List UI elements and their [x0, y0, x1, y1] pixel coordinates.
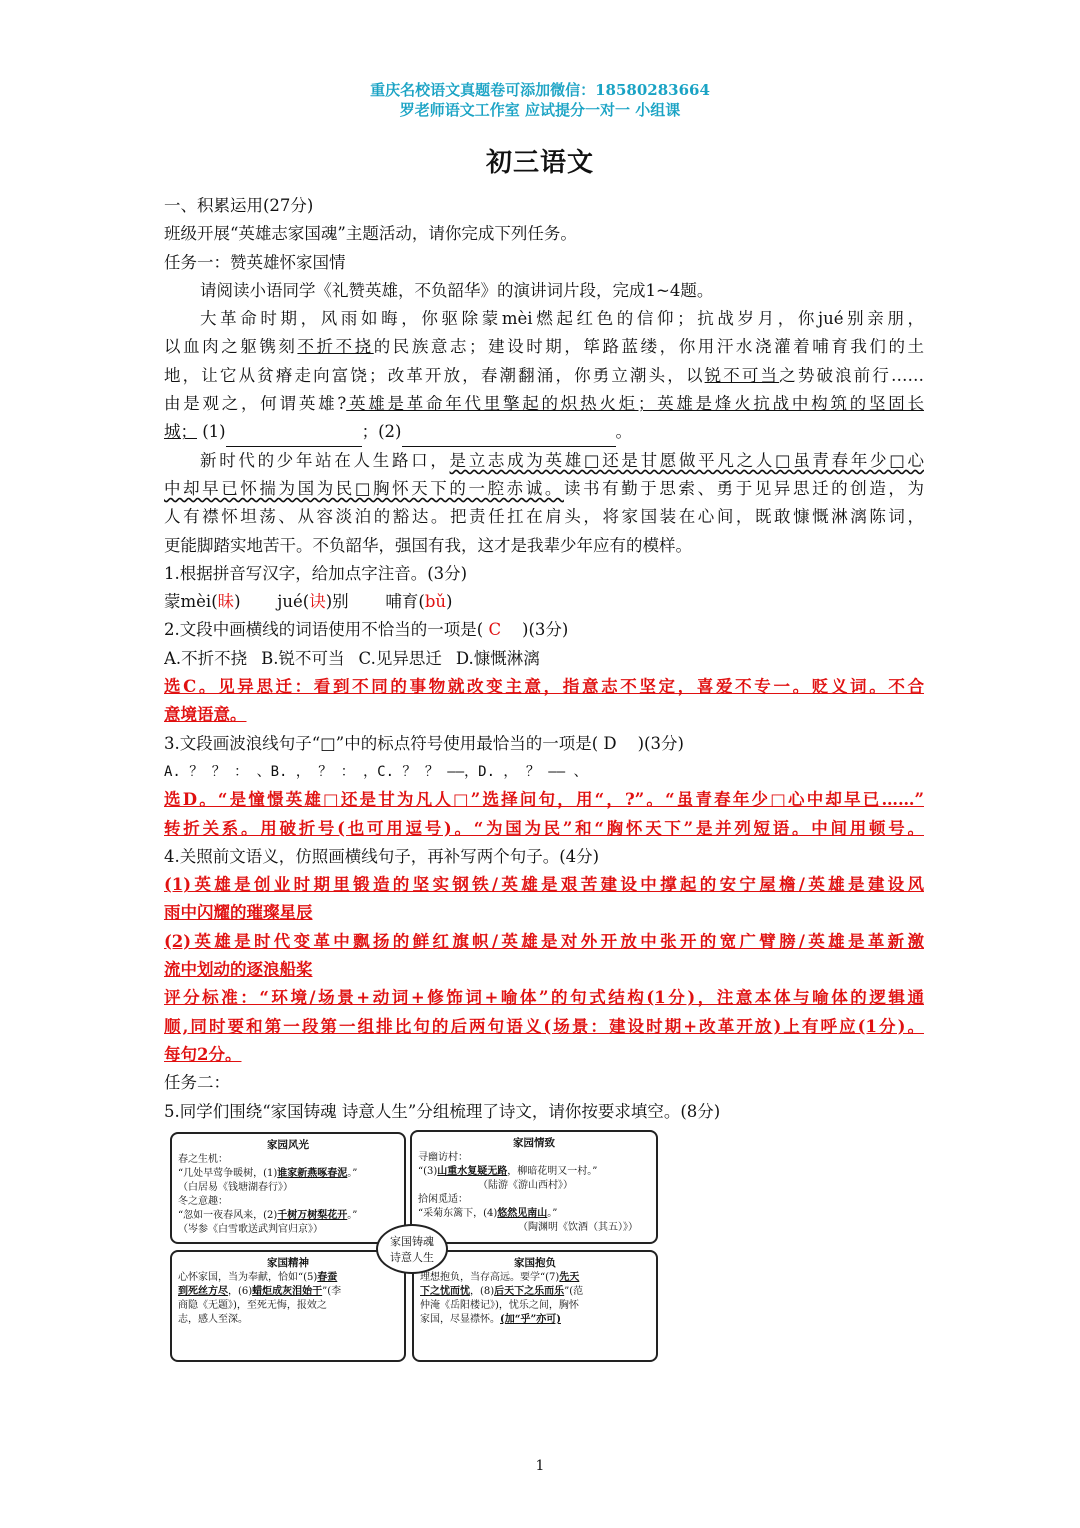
box-text: “忽如一夜春风来，(2)千树万树梨花开。” [178, 1210, 358, 1221]
task1-heading: 任务一：赞英雄怀家国情 [164, 252, 346, 272]
question-3-options: A. ？ ？ ： 、B. ， ？ ： ，C. ？ ？ ——，D. ， ？ —— 、 [164, 763, 588, 780]
question-1: 1.根据拼音写汉字，给加点字注音。(3分) [164, 563, 468, 583]
document-body [164, 192, 924, 1126]
passage-line: 中却早已怀揣为国为民□胸怀天下的一腔赤诚。读书有勤于思索、勇于见异思迁的创造，为 [164, 478, 924, 498]
passage-line: 地，让它从贫瘠走向富饶；改革开放，春潮翻涌，你勇立潮头，以锐不可当之势破浪前行…… [164, 365, 924, 385]
box-title: 家园风光 [267, 1139, 309, 1151]
question-3-explanation: 选D。“是憧憬英雄□还是甘为凡人□”选择问句，用“，?”。“虽青春年少□心中却早已……” [164, 790, 924, 810]
question-3-explanation: 转折关系。用破折号(也可用逗号)。“为国为民”和“胸怀天下”是并列短语。中间用顿号。 [164, 818, 924, 838]
passage-line: 大革命时期，风雨如晦，你驱除蒙mèi燃起红色的信仰；抗战岁月，你jué别亲朋， [200, 309, 924, 329]
question-5: 5.同学们围绕“家国铸魂 诗意人生”分组梳理了诗文，请你按要求填空。(8分) [164, 1101, 721, 1121]
center-text: 诗意人生 [390, 1251, 434, 1264]
question-4: 4.关照前文语义，仿照画横线句子，再补写两个句子。(4分) [164, 846, 600, 866]
question-4-answer: 雨中闪耀的璀璨星辰 [164, 903, 313, 923]
center-text: 家国铸魂 [390, 1235, 434, 1248]
passage-line: 人有襟怀坦荡、从容淡泊的豁达。把责任扛在肩头，将家国装在心间，既敢慷慨淋漓陈词， [164, 507, 924, 527]
box-title: 家园情致 [513, 1137, 555, 1149]
question-4-scoring: 顺,同时要和第一段第一组排比句的后两句语义(场景：建设时期+改革开放)上有呼应(1分)。 [164, 1016, 924, 1036]
passage-line: 以血肉之躯镌刻不折不挠的民族意志；建设时期，筚路蓝缕，你用汗水浇灌着哺育我们的土 [164, 337, 924, 357]
box-text: 到死丝方尽，(6)蜡炬成灰泪始干”(李 [178, 1286, 342, 1297]
center-oval [376, 1224, 448, 1274]
task2-heading: 任务二： [164, 1073, 230, 1093]
question-4-answer: 流中划动的逐浪船桨 [164, 960, 313, 980]
question-2-explanation: 选C。见异思迁：看到不同的事物就改变主意，指意志不坚定，喜爱不专一。贬义词。不合 [164, 677, 924, 697]
box-text: 家国，尽显襟怀。(加“乎”亦可) [420, 1314, 561, 1325]
box-text: 冬之意趣： [178, 1196, 228, 1207]
question-2: 2.文段中画横线的词语使用不恰当的一项是( C )(3分) [164, 620, 569, 640]
box-text: （陶渊明《饮酒（其五）》） [518, 1222, 638, 1233]
passage-line: 城； (1) ；(2) 。 [164, 418, 924, 446]
box-title: 家国精神 [267, 1257, 309, 1269]
box-text: 仲淹《岳阳楼记》)，忧乐之间，胸怀 [420, 1300, 579, 1311]
box-homeland-scenery [170, 1132, 406, 1244]
box-text: （陆游《游山西村》） [478, 1180, 573, 1191]
header-line-2: 罗老师语文工作室 应试提分一对一 小组课 [399, 101, 681, 119]
page-header [0, 80, 1080, 120]
document-title: 初三语文 [485, 148, 594, 178]
question-3: 3.文段画波浪线句子“□”中的标点符号使用最恰当的一项是( D )(3分) [164, 733, 684, 753]
question-2-explanation: 意境语意。 [164, 705, 247, 725]
passage-line: 新时代的少年站在人生路口，是立志成为英雄□还是甘愿做平凡之人□虽青春年少□心 [200, 450, 924, 470]
question-4-scoring: 每句2分。 [164, 1044, 242, 1064]
question-4-answer: (1)英雄是创业时期里锻造的坚实钢铁/英雄是艰苦建设中撑起的安宁屋檐/英雄是建设风 [164, 875, 924, 895]
box-text: “采菊东篱下，(4)悠然见南山。” [418, 1208, 558, 1219]
box-text: 志，感人至深。 [178, 1314, 248, 1325]
question-4-answer: (2)英雄是时代变革中飘扬的鲜红旗帜/英雄是对外开放中张开的宽广臂膀/英雄是革新激 [164, 931, 924, 951]
blank-1 [226, 428, 362, 447]
box-national-ambition [412, 1250, 658, 1362]
box-text: 拾闲觅适： [418, 1194, 468, 1205]
box-text: “(3)山重水复疑无路，柳暗花明又一村。” [418, 1166, 598, 1177]
box-text: 春之生机： [178, 1154, 228, 1165]
box-text: 商隐《无题》)，至死无悔，报效之 [178, 1300, 327, 1311]
box-text: 下之忧而忧，(8)后天下之乐而乐”(范 [420, 1286, 584, 1297]
poetry-mindmap-figure [166, 1128, 660, 1364]
box-text: （岑参《白雪歌送武判官归京》） [178, 1224, 323, 1235]
intro-text: 班级开展“英雄志家国魂”主题活动，请你完成下列任务。 [164, 224, 577, 244]
blank-2 [402, 428, 616, 447]
box-text: 心怀家国，当为奉献，恰如“(5)春蚕 [178, 1272, 338, 1283]
header-line-1: 重庆名校语文真题卷可添加微信：18580283664 [370, 81, 710, 99]
instruction-text: 请阅读小语同学《礼赞英雄，不负韶华》的演讲词片段，完成1~4题。 [200, 280, 714, 300]
box-text: （白居易《钱塘湖春行》） [178, 1182, 293, 1193]
passage-line: 由是观之，何谓英雄?英雄是革命年代里擎起的炽热火炬；英雄是烽火抗战中构筑的坚固长 [164, 394, 924, 414]
question-1-answers: 蒙mèi(昧) jué(诀)别 哺育(bǔ) [164, 592, 453, 612]
box-homeland-sentiment [410, 1130, 658, 1244]
box-national-spirit [170, 1250, 406, 1362]
box-text: 理想抱负，当存高远。要学“(7)先天 [420, 1272, 580, 1283]
box-text: 寻幽访村： [418, 1152, 468, 1163]
box-title: 家国抱负 [514, 1257, 556, 1269]
question-2-options: A.不折不挠 B.锐不可当 C.见异思迁 D.慷慨淋漓 [164, 648, 540, 668]
question-4-scoring: 评分标准：“环境/场景+动词+修饰词+喻体”的句式结构(1分)，注意本体与喻体的逻辑通 [164, 988, 924, 1008]
page-number: 1 [535, 1458, 545, 1474]
box-text: “几处早莺争暖树，(1)谁家新燕啄春泥。” [178, 1168, 358, 1179]
section-heading: 一、积累运用(27分) [164, 196, 314, 215]
passage-line: 更能脚踏实地苦干。不负韶华，强国有我，这才是我辈少年应有的模样。 [164, 535, 692, 555]
